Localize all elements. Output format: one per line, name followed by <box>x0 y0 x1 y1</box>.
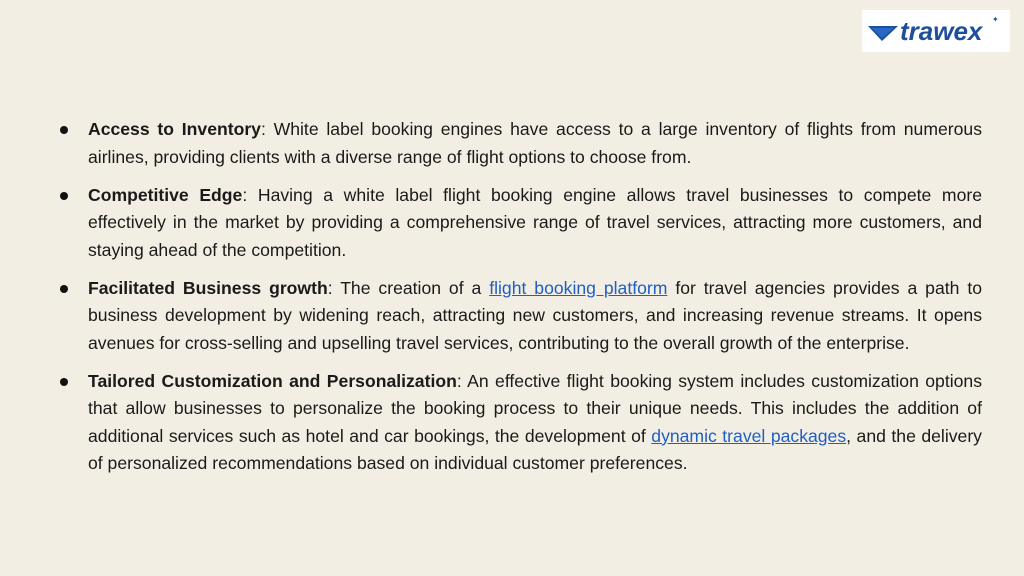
bullet-text-before: : An effective flight booking system includes customization options that allow businesses to personalize the booking process to their unique needs. This includes the addition of additional services such as hotel and car bookings, the development of <box>88 370 983 446</box>
svg-text:trawex: trawex <box>900 16 983 46</box>
bullet-term: Access to Inventory <box>88 119 261 139</box>
svg-text:✦: ✦ <box>992 15 999 24</box>
bullet-item-inventory <box>56 116 982 171</box>
bullet-term: Tailored Customization and Personalization <box>88 370 457 391</box>
feature-bullet-list <box>56 116 982 478</box>
bullet-item-business-growth <box>56 275 982 358</box>
bullet-item-customization <box>56 368 982 478</box>
flight-booking-platform-link[interactable]: flight booking platform <box>489 277 668 298</box>
logo-plane-icon <box>868 14 1004 48</box>
bullet-dot-icon <box>60 378 68 386</box>
dynamic-travel-packages-link[interactable]: dynamic travel packages <box>651 425 847 446</box>
feature-list-section <box>56 116 982 488</box>
bullet-text-after: for travel agencies provides a path to business development by widening reach, attracting new customers, and increasing revenue streams. It opens avenues for cross-selling and upselling travel services, contributing to the overall growth of the enterprise. <box>88 277 982 353</box>
bullet-text-after: , and the delivery of personalized recommendations based on individual customer preferences. <box>88 425 982 473</box>
bullet-text: : White label booking engines have access to a large inventory of flights from numerous airlines, providing clients with a diverse range of flight options to choose from. <box>88 119 982 167</box>
bullet-dot-icon <box>60 192 68 200</box>
bullet-dot-icon <box>60 285 68 293</box>
bullet-text: : Having a white label flight booking engine allows travel businesses to compete more effectively in the market by providing a comprehensive range of travel services, attracting more customers, and staying ahead of the competition. <box>88 184 983 260</box>
bullet-term: Facilitated Business growth <box>88 277 328 298</box>
bullet-item-competitive-edge <box>56 182 982 265</box>
bullet-text-before: : The creation of a <box>327 277 490 298</box>
trawex-logo <box>862 10 1010 52</box>
bullet-term: Competitive Edge <box>88 184 243 205</box>
bullet-dot-icon <box>60 126 68 134</box>
